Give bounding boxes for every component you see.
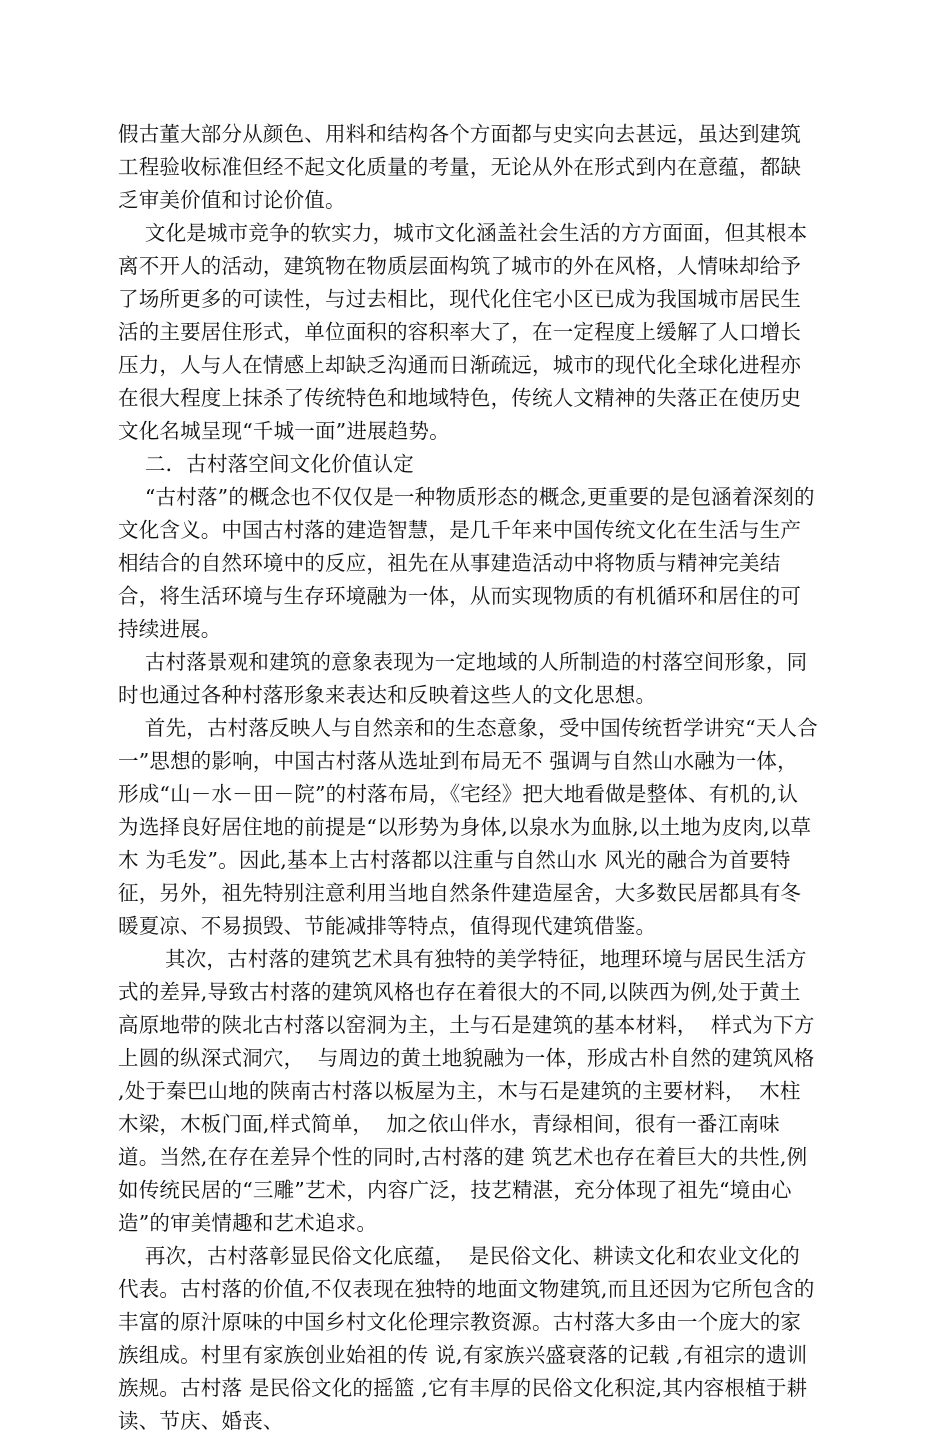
paragraph-2: 文化是城市竞争的软实力，城市文化涵盖社会生活的方方面面，但其根本离不开人的活动，建筑物在物质层面构筑了城市的外在风格，人情味却给予了场所更多的可读性，与过去相比，现代化住宅小区已成为我国城市居民生活的主要居住形式，单位面积的容积率大了，在一定程度上缓解了人口增长压力，人与人在情感上却缺乏沟通而日渐疏远，城市的现代化全球化进程亦在很大程度上抹杀了传统特色和地域特色，传统人文精神的失落正在使历史文化名城呈现“千城一面”进展趋势。 [118,221,808,443]
paragraph-7: 再次，古村落彰显民俗文化底蕴， 是民俗文化、耕读文化和农业文化的代表。古村落的价值,不仅表现在独特的地面文物建筑,而且还因为它所包含的丰富的原汁原味的中国乡村文化伦理宗教资源。古村落大多由一个庞大的家族组成。村里有家族创业始祖的传 说,有家族兴盛衰落的记载 ,有祖宗的遗训族规。古村落 是民俗文化的摇篮 ,它有丰厚的民俗文化积淀,其内容根植于耕读、节庆、婚丧、 [118,1244,815,1433]
document-body [118,118,822,1438]
paragraph-6: 其次，古村落的建筑艺术具有独特的美学特征，地理环境与居民生活方式的差异,导致古村落的建筑风格也存在着很大的不同,以陕西为例,处于黄土高原地带的陕北古村落以窑洞为主，土与石是建筑的基本材料， 样式为下方上圆的纵深式洞穴， 与周边的黄土地貌融为一体，形成古朴自然的建筑风格 ,处于秦巴山地的陕南古村落以板屋为主，木与石是建筑的主要材料， 木柱木梁，木板门面,样式简单， 加之依山伴水，青绿相间，很有一番江南味道。当然,在存在差异个性的同时,古村落的建 筑艺术也存在着巨大的共性,例如传统民居的“三雕”艺术，内容广泛，技艺精湛，充分体现了祖先“境由心造”的审美情趣和艺术追求。 [118,947,822,1235]
paragraph-3: “古村落”的概念也不仅仅是一种物质形态的概念,更重要的是包涵着深刻的文化含义。中国古村落的建造智慧，是几千年来中国传统文化在生活与生产相结合的自然环境中的反应，祖先在从事建造活动中将物质与精神完美结合，将生活环境与生存环境融为一体，从而实现物质的有机循环和居住的可持续进展。 [118,485,815,641]
paragraph-4: 古村落景观和建筑的意象表现为一定地域的人所制造的村落空间形象，同时也通过各种村落形象来表达和反映着这些人的文化思想。 [118,650,808,707]
section-heading: 二．古村落空间文化价值认定 [118,452,414,476]
paragraph-5: 首先，古村落反映人与自然亲和的生态意象，受中国传统哲学讲究“天人合一”思想的影响，中国古村落从选址到布局无不 强调与自然山水融为一体，形成“山－水－田－院”的村落布局，《宅经》把大地看做是整体、有机的,认为选择良好居住地的前提是“以形势为身体,以泉水为血脉,以土地为皮肉,以草木 为毛发”。因此,基本上古村落都以注重与自然山水 风光的融合为首要特征，另外，祖先特别注意利用当地自然条件建造屋舍，大多数民居都具有冬暖夏凉、不易损毁、节能减排等特点，值得现代建筑借鉴。 [118,716,818,938]
paragraph-1: 假古董大部分从颜色、用料和结构各个方面都与史实向去甚远，虽达到建筑工程验收标准但经不起文化质量的考量，无论从外在形式到内在意蕴，都缺乏审美价值和讨论价值。 [118,122,802,212]
